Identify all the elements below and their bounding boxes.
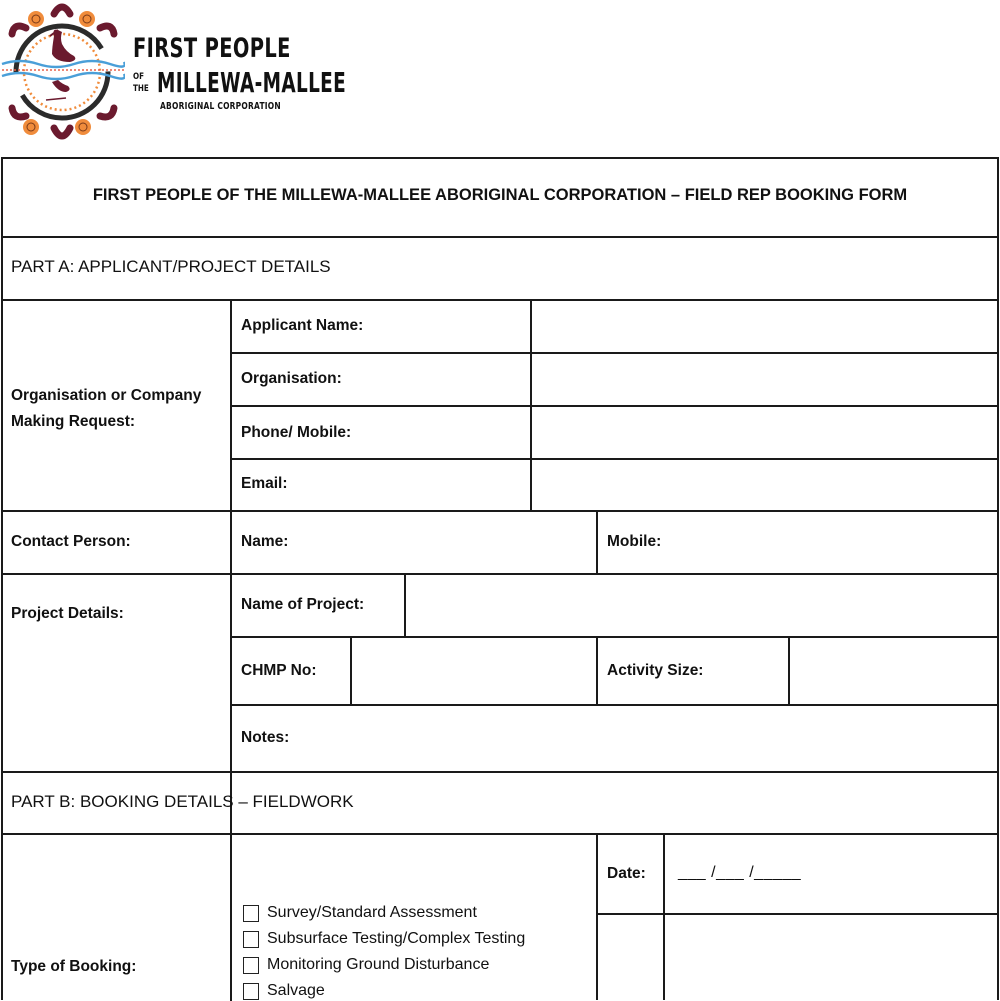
divider bbox=[1, 833, 998, 835]
organisation-section-label-line2: Making Request: bbox=[11, 413, 136, 430]
divider bbox=[1, 236, 998, 238]
form-title: FIRST PEOPLE OF THE MILLEWA-MALLEE ABORIGINAL CORPORATION – FIELD REP BOOKING FORM bbox=[92, 186, 908, 204]
contact-name-field[interactable] bbox=[300, 513, 594, 572]
contact-mobile-field[interactable] bbox=[675, 513, 995, 572]
divider bbox=[663, 833, 665, 1000]
divider bbox=[596, 833, 598, 1000]
chmp-no-field[interactable] bbox=[353, 639, 595, 703]
divider bbox=[596, 636, 598, 704]
divider bbox=[404, 573, 406, 637]
date-label: Date: bbox=[607, 865, 646, 882]
checkbox-icon[interactable] bbox=[243, 983, 259, 1000]
type-of-booking-label: Type of Booking: bbox=[11, 958, 137, 975]
organisation-section-label bbox=[11, 383, 201, 435]
applicant-name-label: Applicant Name: bbox=[241, 317, 364, 334]
logo-line-first-people: FIRST PEOPLE bbox=[133, 33, 291, 64]
option-label: Subsurface Testing/Complex Testing bbox=[267, 930, 526, 947]
divider bbox=[230, 704, 998, 706]
option-label: Survey/Standard Assessment bbox=[267, 904, 477, 921]
logo-line-millewa-mallee: MILLEWA-MALLEE bbox=[157, 66, 347, 99]
phone-mobile-field[interactable] bbox=[533, 407, 996, 457]
email-label: Email: bbox=[241, 475, 288, 492]
logo-the: THE bbox=[133, 84, 149, 94]
checkbox-icon[interactable] bbox=[243, 931, 259, 948]
notes-field[interactable] bbox=[300, 707, 996, 770]
email-field[interactable] bbox=[533, 460, 996, 509]
checkbox-icon[interactable] bbox=[243, 905, 259, 922]
contact-mobile-label: Mobile: bbox=[607, 533, 662, 550]
divider bbox=[596, 510, 598, 574]
applicant-name-field[interactable] bbox=[533, 301, 996, 351]
organisation-field[interactable] bbox=[533, 354, 996, 404]
booking-option-monitoring[interactable] bbox=[243, 956, 489, 974]
divider bbox=[1, 771, 998, 773]
notes-label: Notes: bbox=[241, 729, 290, 746]
chmp-no-label: CHMP No: bbox=[241, 662, 317, 679]
part-a-heading: PART A: APPLICANT/PROJECT DETAILS bbox=[11, 257, 331, 276]
booking-option-subsurface-testing[interactable] bbox=[243, 930, 525, 948]
divider bbox=[788, 636, 790, 704]
part-b-heading: PART B: BOOKING DETAILS – FIELDWORK bbox=[11, 792, 354, 811]
option-label: Salvage bbox=[267, 982, 325, 999]
organisation-label: Organisation: bbox=[241, 370, 342, 387]
phone-mobile-label: Phone/ Mobile: bbox=[241, 424, 352, 441]
divider bbox=[350, 636, 352, 704]
border bbox=[997, 157, 999, 1000]
organisation-section-label-line1: Organisation or Company bbox=[11, 387, 202, 404]
logo-line-aboriginal-corporation: ABORIGINAL CORPORATION bbox=[160, 101, 281, 112]
booking-option-survey[interactable] bbox=[243, 904, 477, 922]
booking-option-salvage[interactable] bbox=[243, 982, 325, 1000]
divider bbox=[1, 573, 998, 575]
border bbox=[1, 157, 998, 159]
name-of-project-field[interactable] bbox=[407, 576, 996, 636]
activity-size-label: Activity Size: bbox=[607, 662, 704, 679]
activity-size-field[interactable] bbox=[791, 639, 996, 703]
divider bbox=[596, 913, 998, 915]
divider bbox=[1, 510, 998, 512]
project-details-label: Project Details: bbox=[11, 605, 124, 622]
contact-name-label: Name: bbox=[241, 533, 289, 550]
name-of-project-label: Name of Project: bbox=[241, 596, 365, 613]
border bbox=[1, 157, 3, 1000]
date-field[interactable]: ___ /___ /_____ bbox=[678, 864, 802, 881]
logo-of: OF bbox=[133, 72, 145, 82]
checkbox-icon[interactable] bbox=[243, 957, 259, 974]
divider bbox=[230, 636, 998, 638]
option-label: Monitoring Ground Disturbance bbox=[267, 956, 490, 973]
contact-person-label: Contact Person: bbox=[11, 533, 131, 550]
